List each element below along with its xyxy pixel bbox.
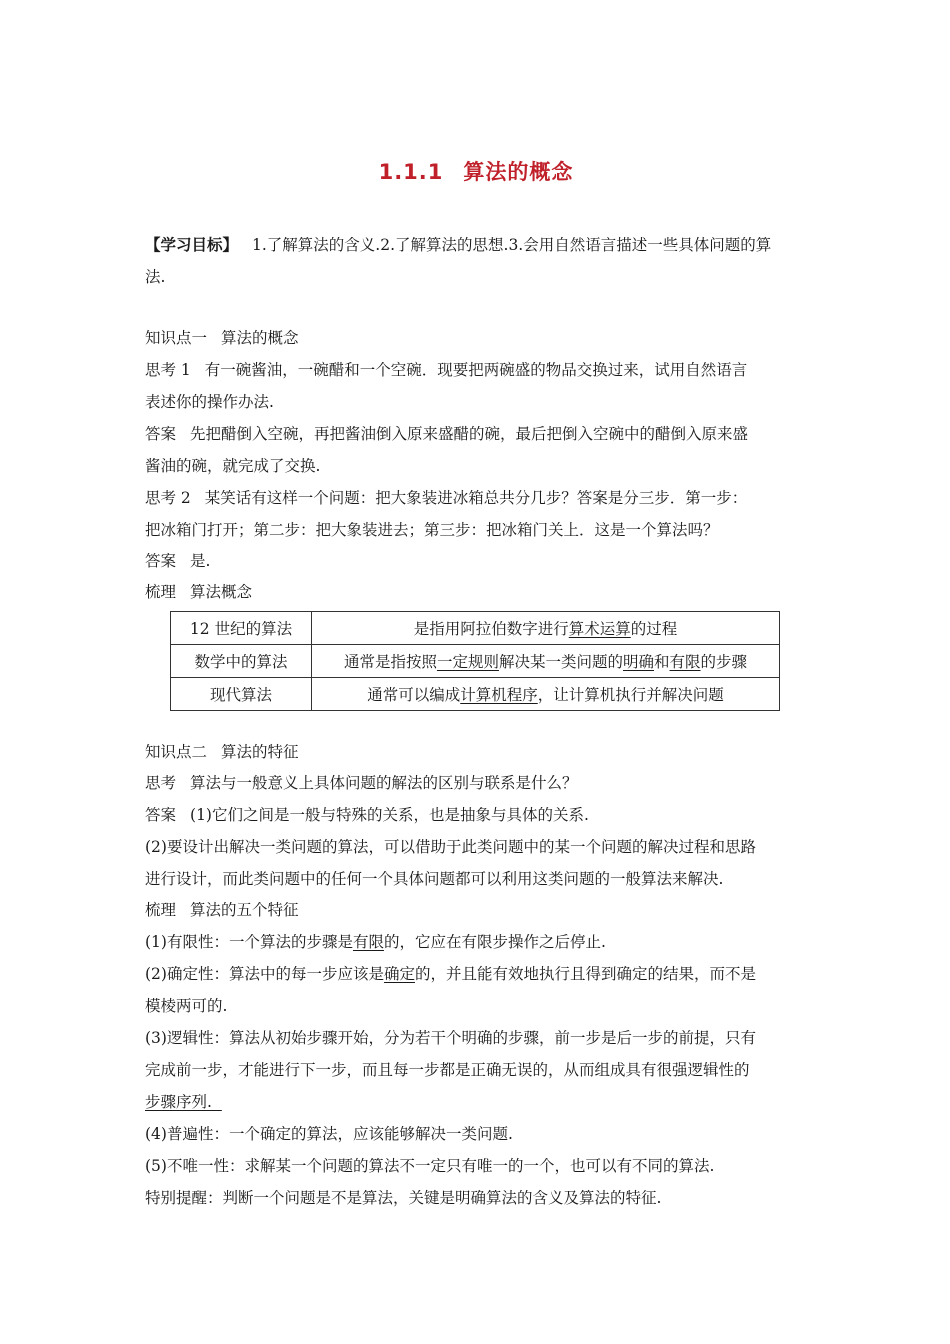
think2-text-1: 某笑话有这样一个问题：把大象装进冰箱总共分几步？答案是分三步．第一步： [204,489,748,507]
table-cell-desc: 是指用阿拉伯数字进行算术运算的过程 [312,612,780,645]
answer3-text-1: (1)它们之间是一般与特殊的关系，也是抽象与具体的关系. [190,806,589,824]
objective-line-1 [145,235,807,255]
table-cell-desc: 通常可以编成计算机程序，让计算机执行并解决问题 [312,678,780,711]
think1-label: 思考 1 [145,361,191,379]
summary1-text: 算法概念 [190,583,253,601]
section1-heading-text: 算法的概念 [221,329,299,347]
feature-3-line-3: 步骤序列. [145,1093,222,1111]
table-cell-desc: 通常是指按照一定规则解决某一类问题的明确和有限的步骤 [312,645,780,678]
table-cell-name: 数学中的算法 [171,645,312,678]
summary1-line [145,582,807,602]
summary1-label: 梳理 [145,583,177,601]
answer3-label: 答案 [145,806,177,824]
page-title [145,156,807,186]
section1-heading-label: 知识点一 [145,329,208,347]
table-row [171,645,780,678]
feature-4: (4)普遍性：一个确定的算法，应该能够解决一类问题. [145,1125,513,1143]
answer1-line-2: 酱油的碗，就完成了交换. [145,457,321,475]
summary2-text: 算法的五个特征 [190,901,299,919]
feature-1: (1)有限性：一个算法的步骤是有限的，它应在有限步操作之后停止. [145,933,606,951]
summary2-line [145,900,807,920]
think1-line-2: 表述你的操作办法. [145,393,274,411]
answer3-line-3: 进行设计，而此类问题中的任何一个具体问题都可以利用这类问题的一般算法来解决. [145,870,724,888]
table-cell-name: 12 世纪的算法 [171,612,312,645]
think2-line-1 [145,488,807,508]
think1-line-1 [145,360,807,380]
table-row [171,678,780,711]
feature-2-line-1: (2)确定性：算法中的每一步应该是确定的，并且能有效地执行且得到确定的结果，而不是 [145,965,756,983]
special-tip: 特别提醒：判断一个问题是不是算法，关键是明确算法的含义及算法的特征. [145,1189,662,1207]
answer1-line-1 [145,424,807,444]
title-text: 算法的概念 [463,160,574,184]
objective-line-2: 法. [145,268,166,286]
feature-2-line-2: 模棱两可的. [145,997,228,1015]
section2-heading-label: 知识点二 [145,743,208,761]
answer1-text-1: 先把醋倒入空碗，再把酱油倒入原来盛醋的碗，最后把倒入空碗中的醋倒入原来盛 [190,425,749,443]
section2-heading-text: 算法的特征 [221,743,299,761]
feature-3-line-2: 完成前一步，才能进行下一步，而且每一步都是正确无误的，从而组成具有很强逻辑性的 [145,1061,750,1079]
summary2-label: 梳理 [145,901,177,919]
feature-3-line-1: (3)逻辑性：算法从初始步骤开始，分为若干个明确的步骤，前一步是后一步的前提，只有 [145,1029,756,1047]
algorithm-concept-table [170,611,780,711]
objective-label: 【学习目标】 [145,235,239,254]
answer1-label: 答案 [145,425,177,443]
feature-5: (5)不唯一性：求解某一个问题的算法不一定只有唯一的一个，也可以有不同的算法. [145,1157,715,1175]
think1-text-1: 有一碗酱油，一碗醋和一个空碗．现要把两碗盛的物品交换过来，试用自然语言 [204,361,748,379]
think2-label: 思考 2 [145,489,191,507]
table-row [171,612,780,645]
answer2-label: 答案 [145,552,177,570]
answer2-text: 是. [190,552,211,570]
objective-text-1: 1.了解算法的含义.2.了解算法的思想.3.会用自然语言描述一些具体问题的算 [252,236,772,254]
think3-line [145,773,807,793]
title-number: 1.1.1 [378,160,444,184]
answer3-line-2: (2)要设计出解决一类问题的算法，可以借助于此类问题中的某一个问题的解决过程和思路 [145,838,756,856]
think2-line-2: 把冰箱门打开；第二步：把大象装进去；第三步：把冰箱门关上．这是一个算法吗？ [145,521,719,539]
think3-label: 思考 [145,774,177,792]
answer2-line [145,551,807,571]
answer3-line-1 [145,805,807,825]
table-cell-name: 现代算法 [171,678,312,711]
section1-heading [145,328,807,348]
section2-heading [145,742,807,762]
think3-text: 算法与一般意义上具体问题的解法的区别与联系是什么？ [190,774,578,792]
